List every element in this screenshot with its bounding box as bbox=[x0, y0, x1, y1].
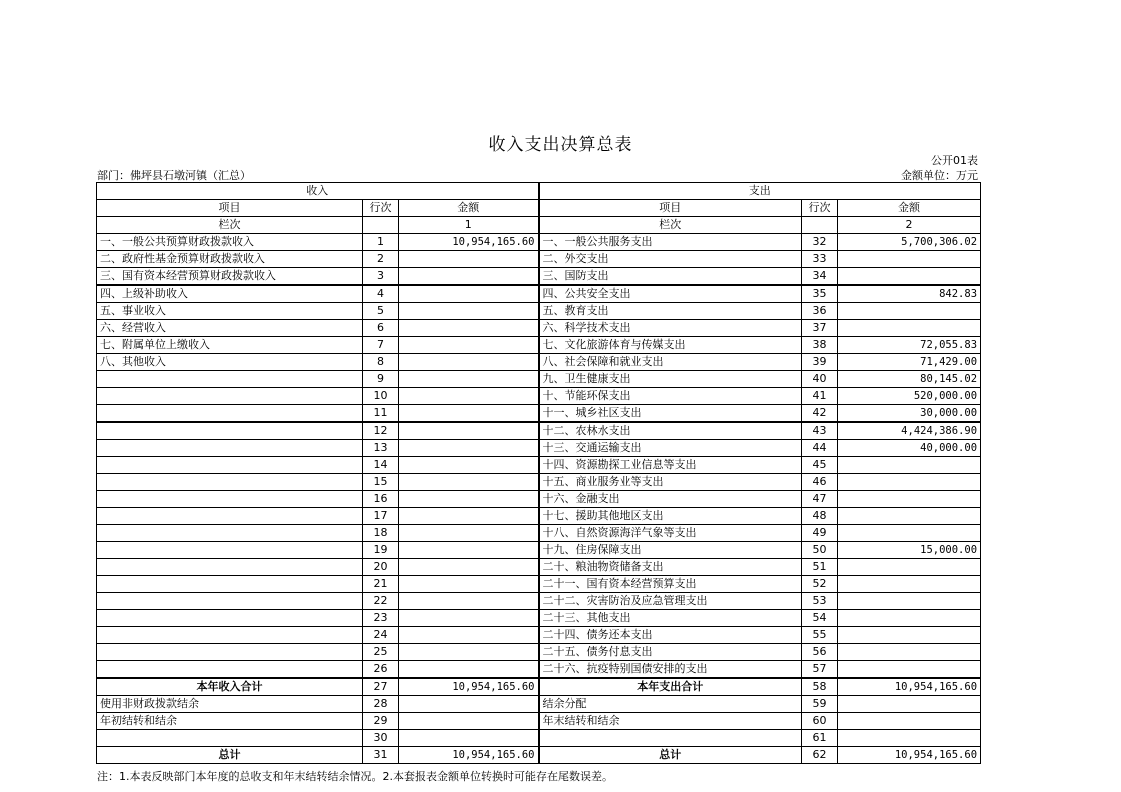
expense-amount-cell bbox=[838, 251, 981, 268]
expense-summary-label: 年末结转和结余 bbox=[539, 713, 802, 730]
income-amount-cell bbox=[399, 696, 539, 713]
expense-rowno-cell: 48 bbox=[802, 508, 838, 525]
expense-amount-cell: 10,954,165.60 bbox=[838, 747, 981, 764]
expense-rowno-cell: 37 bbox=[802, 320, 838, 337]
income-amount-cell bbox=[399, 491, 539, 508]
expense-rowno-cell: 33 bbox=[802, 251, 838, 268]
table-row bbox=[97, 303, 981, 320]
expense-item-cell: 七、文化旅游体育与传媒支出 bbox=[539, 337, 802, 354]
expense-rowno-cell: 50 bbox=[802, 542, 838, 559]
expense-amount-cell bbox=[838, 661, 981, 679]
expense-rowno-cell: 59 bbox=[802, 696, 838, 713]
table-row bbox=[97, 234, 981, 251]
expense-amount-cell bbox=[838, 644, 981, 661]
income-rowno-cell: 20 bbox=[363, 559, 399, 576]
expense-item-cell: 二十四、债务还本支出 bbox=[539, 627, 802, 644]
table-row bbox=[97, 371, 981, 388]
expense-amount-cell bbox=[838, 303, 981, 320]
expense-item-cell: 二十、粮油物资储备支出 bbox=[539, 559, 802, 576]
summary-row bbox=[97, 747, 981, 764]
expense-rowno-cell: 38 bbox=[802, 337, 838, 354]
income-item-cell bbox=[97, 661, 363, 679]
income-rowno-cell: 4 bbox=[363, 285, 399, 303]
expense-amount-cell: 15,000.00 bbox=[838, 542, 981, 559]
income-rowno-cell: 1 bbox=[363, 234, 399, 251]
income-amount-cell bbox=[399, 730, 539, 747]
income-summary-label bbox=[97, 730, 363, 747]
expense-item-cell: 十三、交通运输支出 bbox=[539, 440, 802, 457]
expense-item-cell: 六、科学技术支出 bbox=[539, 320, 802, 337]
income-item-cell: 四、上级补助收入 bbox=[97, 285, 363, 303]
table-row bbox=[97, 251, 981, 268]
expense-rowno-cell: 61 bbox=[802, 730, 838, 747]
income-item-header: 项目 bbox=[97, 200, 363, 217]
table-row bbox=[97, 627, 981, 644]
expense-amount-cell: 40,000.00 bbox=[838, 440, 981, 457]
empty-cell bbox=[363, 217, 399, 234]
table-header-row bbox=[97, 183, 981, 200]
expense-amount-cell: 520,000.00 bbox=[838, 388, 981, 405]
column-number-row bbox=[97, 217, 981, 234]
income-amount-cell bbox=[399, 440, 539, 457]
expense-amount-cell: 4,424,386.90 bbox=[838, 422, 981, 440]
expense-header: 支出 bbox=[539, 183, 981, 200]
income-summary-label: 使用非财政拨款结余 bbox=[97, 696, 363, 713]
expense-summary-label: 本年支出合计 bbox=[539, 678, 802, 696]
income-rowno-cell: 12 bbox=[363, 422, 399, 440]
income-rowno-cell: 22 bbox=[363, 593, 399, 610]
income-rowno-cell: 8 bbox=[363, 354, 399, 371]
expense-rowno-cell: 39 bbox=[802, 354, 838, 371]
income-rowno-cell: 30 bbox=[363, 730, 399, 747]
income-amount-cell bbox=[399, 627, 539, 644]
income-amount-cell bbox=[399, 268, 539, 286]
income-item-cell bbox=[97, 559, 363, 576]
income-summary-label: 本年收入合计 bbox=[97, 678, 363, 696]
expense-column-number: 2 bbox=[838, 217, 981, 234]
expense-amount-cell bbox=[838, 320, 981, 337]
income-rowno-cell: 9 bbox=[363, 371, 399, 388]
income-amount-cell bbox=[399, 593, 539, 610]
expense-rowno-cell: 43 bbox=[802, 422, 838, 440]
table-row bbox=[97, 320, 981, 337]
income-amount-header: 金额 bbox=[399, 200, 539, 217]
income-rowno-cell: 5 bbox=[363, 303, 399, 320]
income-amount-cell: 10,954,165.60 bbox=[399, 747, 539, 764]
expense-amount-cell: 80,145.02 bbox=[838, 371, 981, 388]
expense-rowno-cell: 53 bbox=[802, 593, 838, 610]
income-amount-cell bbox=[399, 576, 539, 593]
expense-rowno-cell: 56 bbox=[802, 644, 838, 661]
income-amount-cell bbox=[399, 474, 539, 491]
expense-amount-cell bbox=[838, 713, 981, 730]
expense-item-cell: 一、一般公共服务支出 bbox=[539, 234, 802, 251]
table-row bbox=[97, 559, 981, 576]
expense-amount-cell bbox=[838, 730, 981, 747]
expense-item-header: 项目 bbox=[539, 200, 802, 217]
expense-rowno-cell: 46 bbox=[802, 474, 838, 491]
expense-item-cell: 十四、资源勘探工业信息等支出 bbox=[539, 457, 802, 474]
income-rowno-cell: 27 bbox=[363, 678, 399, 696]
income-rowno-cell: 19 bbox=[363, 542, 399, 559]
expense-item-cell: 二十三、其他支出 bbox=[539, 610, 802, 627]
expense-rowno-cell: 62 bbox=[802, 747, 838, 764]
income-rowno-cell: 14 bbox=[363, 457, 399, 474]
expense-rowno-header: 行次 bbox=[802, 200, 838, 217]
table-row bbox=[97, 542, 981, 559]
income-amount-cell bbox=[399, 661, 539, 679]
expense-rowno-cell: 45 bbox=[802, 457, 838, 474]
income-amount-cell bbox=[399, 644, 539, 661]
table-row bbox=[97, 491, 981, 508]
expense-rowno-cell: 49 bbox=[802, 525, 838, 542]
income-rowno-cell: 2 bbox=[363, 251, 399, 268]
summary-row bbox=[97, 713, 981, 730]
income-amount-cell bbox=[399, 405, 539, 423]
expense-rowno-cell: 41 bbox=[802, 388, 838, 405]
income-rowno-header: 行次 bbox=[363, 200, 399, 217]
expense-amount-header: 金额 bbox=[838, 200, 981, 217]
income-rowno-cell: 23 bbox=[363, 610, 399, 627]
table-row bbox=[97, 610, 981, 627]
page-title: 收入支出决算总表 bbox=[488, 135, 633, 155]
expense-amount-cell bbox=[838, 696, 981, 713]
expense-item-cell: 四、公共安全支出 bbox=[539, 285, 802, 303]
expense-item-cell: 十九、住房保障支出 bbox=[539, 542, 802, 559]
expense-rowno-cell: 60 bbox=[802, 713, 838, 730]
expense-rowno-cell: 44 bbox=[802, 440, 838, 457]
income-rowno-cell: 29 bbox=[363, 713, 399, 730]
income-rowno-cell: 28 bbox=[363, 696, 399, 713]
income-rowno-cell: 24 bbox=[363, 627, 399, 644]
income-item-cell bbox=[97, 576, 363, 593]
table-row bbox=[97, 337, 981, 354]
table-subheader-row bbox=[97, 200, 981, 217]
income-rowno-cell: 13 bbox=[363, 440, 399, 457]
expense-rowno-cell: 52 bbox=[802, 576, 838, 593]
expense-amount-cell: 10,954,165.60 bbox=[838, 678, 981, 696]
expense-summary-label: 结余分配 bbox=[539, 696, 802, 713]
income-amount-cell bbox=[399, 251, 539, 268]
footnote: 注：1.本表反映部门本年度的总收支和年末结转结余情况。2.本套报表金额单位转换时可能存在尾数误差。 bbox=[97, 770, 613, 783]
expense-rowno-cell: 32 bbox=[802, 234, 838, 251]
income-item-cell: 三、国有资本经营预算财政拨款收入 bbox=[97, 268, 363, 286]
income-amount-cell bbox=[399, 508, 539, 525]
expense-amount-cell bbox=[838, 593, 981, 610]
expense-item-cell: 三、国防支出 bbox=[539, 268, 802, 286]
table-row bbox=[97, 474, 981, 491]
expense-item-cell: 五、教育支出 bbox=[539, 303, 802, 320]
income-amount-cell bbox=[399, 303, 539, 320]
expense-amount-cell bbox=[838, 627, 981, 644]
income-amount-cell bbox=[399, 388, 539, 405]
table-row bbox=[97, 422, 981, 440]
expense-amount-cell: 5,700,306.02 bbox=[838, 234, 981, 251]
expense-column-label: 栏次 bbox=[539, 217, 802, 234]
expense-rowno-cell: 40 bbox=[802, 371, 838, 388]
income-item-cell: 五、事业收入 bbox=[97, 303, 363, 320]
income-rowno-cell: 3 bbox=[363, 268, 399, 286]
income-rowno-cell: 10 bbox=[363, 388, 399, 405]
income-amount-cell bbox=[399, 422, 539, 440]
expense-amount-cell: 842.83 bbox=[838, 285, 981, 303]
income-item-cell bbox=[97, 388, 363, 405]
income-column-label: 栏次 bbox=[97, 217, 363, 234]
income-amount-cell bbox=[399, 285, 539, 303]
table-row bbox=[97, 440, 981, 457]
expense-amount-cell bbox=[838, 559, 981, 576]
income-summary-label: 年初结转和结余 bbox=[97, 713, 363, 730]
income-amount-cell bbox=[399, 337, 539, 354]
table-row bbox=[97, 593, 981, 610]
income-amount-cell: 10,954,165.60 bbox=[399, 678, 539, 696]
table-row bbox=[97, 268, 981, 286]
income-rowno-cell: 18 bbox=[363, 525, 399, 542]
table-row bbox=[97, 508, 981, 525]
table-row bbox=[97, 661, 981, 679]
income-rowno-cell: 25 bbox=[363, 644, 399, 661]
expense-item-cell: 十八、自然资源海洋气象等支出 bbox=[539, 525, 802, 542]
income-rowno-cell: 7 bbox=[363, 337, 399, 354]
expense-amount-cell bbox=[838, 576, 981, 593]
income-rowno-cell: 6 bbox=[363, 320, 399, 337]
table-row bbox=[97, 644, 981, 661]
expense-rowno-cell: 42 bbox=[802, 405, 838, 423]
expense-item-cell: 二十一、国有资本经营预算支出 bbox=[539, 576, 802, 593]
table-row bbox=[97, 576, 981, 593]
expense-amount-cell bbox=[838, 525, 981, 542]
income-item-cell bbox=[97, 405, 363, 423]
department-label: 部门：佛坪县石墩河镇（汇总） bbox=[97, 169, 251, 182]
income-item-cell bbox=[97, 542, 363, 559]
income-rowno-cell: 26 bbox=[363, 661, 399, 679]
table-row bbox=[97, 405, 981, 423]
income-item-cell: 七、附属单位上缴收入 bbox=[97, 337, 363, 354]
expense-item-cell: 十五、商业服务业等支出 bbox=[539, 474, 802, 491]
income-item-cell bbox=[97, 422, 363, 440]
expense-amount-cell: 71,429.00 bbox=[838, 354, 981, 371]
expense-amount-cell bbox=[838, 474, 981, 491]
expense-amount-cell: 30,000.00 bbox=[838, 405, 981, 423]
income-item-cell bbox=[97, 610, 363, 627]
income-item-cell: 六、经营收入 bbox=[97, 320, 363, 337]
income-item-cell bbox=[97, 371, 363, 388]
income-header: 收入 bbox=[97, 183, 539, 200]
expense-item-cell: 十六、金融支出 bbox=[539, 491, 802, 508]
expense-item-cell: 十、节能环保支出 bbox=[539, 388, 802, 405]
summary-row bbox=[97, 696, 981, 713]
unit-label: 金额单位：万元 bbox=[901, 169, 978, 182]
expense-amount-cell bbox=[838, 268, 981, 286]
summary-row bbox=[97, 730, 981, 747]
income-amount-cell bbox=[399, 371, 539, 388]
income-item-cell bbox=[97, 457, 363, 474]
expense-rowno-cell: 58 bbox=[802, 678, 838, 696]
income-rowno-cell: 17 bbox=[363, 508, 399, 525]
expense-rowno-cell: 35 bbox=[802, 285, 838, 303]
income-item-cell bbox=[97, 474, 363, 491]
income-item-cell bbox=[97, 593, 363, 610]
income-item-cell bbox=[97, 644, 363, 661]
income-rowno-cell: 21 bbox=[363, 576, 399, 593]
income-amount-cell: 10,954,165.60 bbox=[399, 234, 539, 251]
expense-item-cell: 十七、援助其他地区支出 bbox=[539, 508, 802, 525]
table-row bbox=[97, 388, 981, 405]
income-item-cell: 一、一般公共预算财政拨款收入 bbox=[97, 234, 363, 251]
expense-summary-label: 总计 bbox=[539, 747, 802, 764]
expense-item-cell: 十一、城乡社区支出 bbox=[539, 405, 802, 423]
income-rowno-cell: 15 bbox=[363, 474, 399, 491]
table-row bbox=[97, 525, 981, 542]
expense-amount-cell bbox=[838, 457, 981, 474]
table-row bbox=[97, 354, 981, 371]
expense-amount-cell bbox=[838, 610, 981, 627]
table-row bbox=[97, 285, 981, 303]
expense-item-cell: 二十二、灾害防治及应急管理支出 bbox=[539, 593, 802, 610]
income-amount-cell bbox=[399, 320, 539, 337]
expense-rowno-cell: 51 bbox=[802, 559, 838, 576]
table-row bbox=[97, 457, 981, 474]
income-item-cell: 二、政府性基金预算财政拨款收入 bbox=[97, 251, 363, 268]
income-item-cell bbox=[97, 627, 363, 644]
expense-rowno-cell: 47 bbox=[802, 491, 838, 508]
income-item-cell bbox=[97, 440, 363, 457]
income-item-cell bbox=[97, 491, 363, 508]
expense-item-cell: 二十五、债务付息支出 bbox=[539, 644, 802, 661]
income-rowno-cell: 11 bbox=[363, 405, 399, 423]
income-summary-label: 总计 bbox=[97, 747, 363, 764]
empty-cell bbox=[802, 217, 838, 234]
income-amount-cell bbox=[399, 559, 539, 576]
income-amount-cell bbox=[399, 610, 539, 627]
expense-rowno-cell: 57 bbox=[802, 661, 838, 679]
income-amount-cell bbox=[399, 542, 539, 559]
income-rowno-cell: 31 bbox=[363, 747, 399, 764]
expense-amount-cell bbox=[838, 508, 981, 525]
expense-rowno-cell: 34 bbox=[802, 268, 838, 286]
expense-item-cell: 二、外交支出 bbox=[539, 251, 802, 268]
expense-item-cell: 九、卫生健康支出 bbox=[539, 371, 802, 388]
expense-rowno-cell: 54 bbox=[802, 610, 838, 627]
expense-item-cell: 八、社会保障和就业支出 bbox=[539, 354, 802, 371]
expense-amount-cell bbox=[838, 491, 981, 508]
form-code: 公开01表 bbox=[931, 154, 978, 167]
income-amount-cell bbox=[399, 354, 539, 371]
expense-amount-cell: 72,055.83 bbox=[838, 337, 981, 354]
expense-summary-label bbox=[539, 730, 802, 747]
summary-row bbox=[97, 678, 981, 696]
expense-rowno-cell: 36 bbox=[802, 303, 838, 320]
income-item-cell bbox=[97, 508, 363, 525]
expense-rowno-cell: 55 bbox=[802, 627, 838, 644]
income-item-cell bbox=[97, 525, 363, 542]
income-amount-cell bbox=[399, 525, 539, 542]
income-item-cell: 八、其他收入 bbox=[97, 354, 363, 371]
income-rowno-cell: 16 bbox=[363, 491, 399, 508]
income-column-number: 1 bbox=[399, 217, 539, 234]
income-amount-cell bbox=[399, 457, 539, 474]
expense-item-cell: 二十六、抗疫特别国债安排的支出 bbox=[539, 661, 802, 679]
income-amount-cell bbox=[399, 713, 539, 730]
expense-item-cell: 十二、农林水支出 bbox=[539, 422, 802, 440]
budget-summary-table bbox=[96, 182, 981, 764]
